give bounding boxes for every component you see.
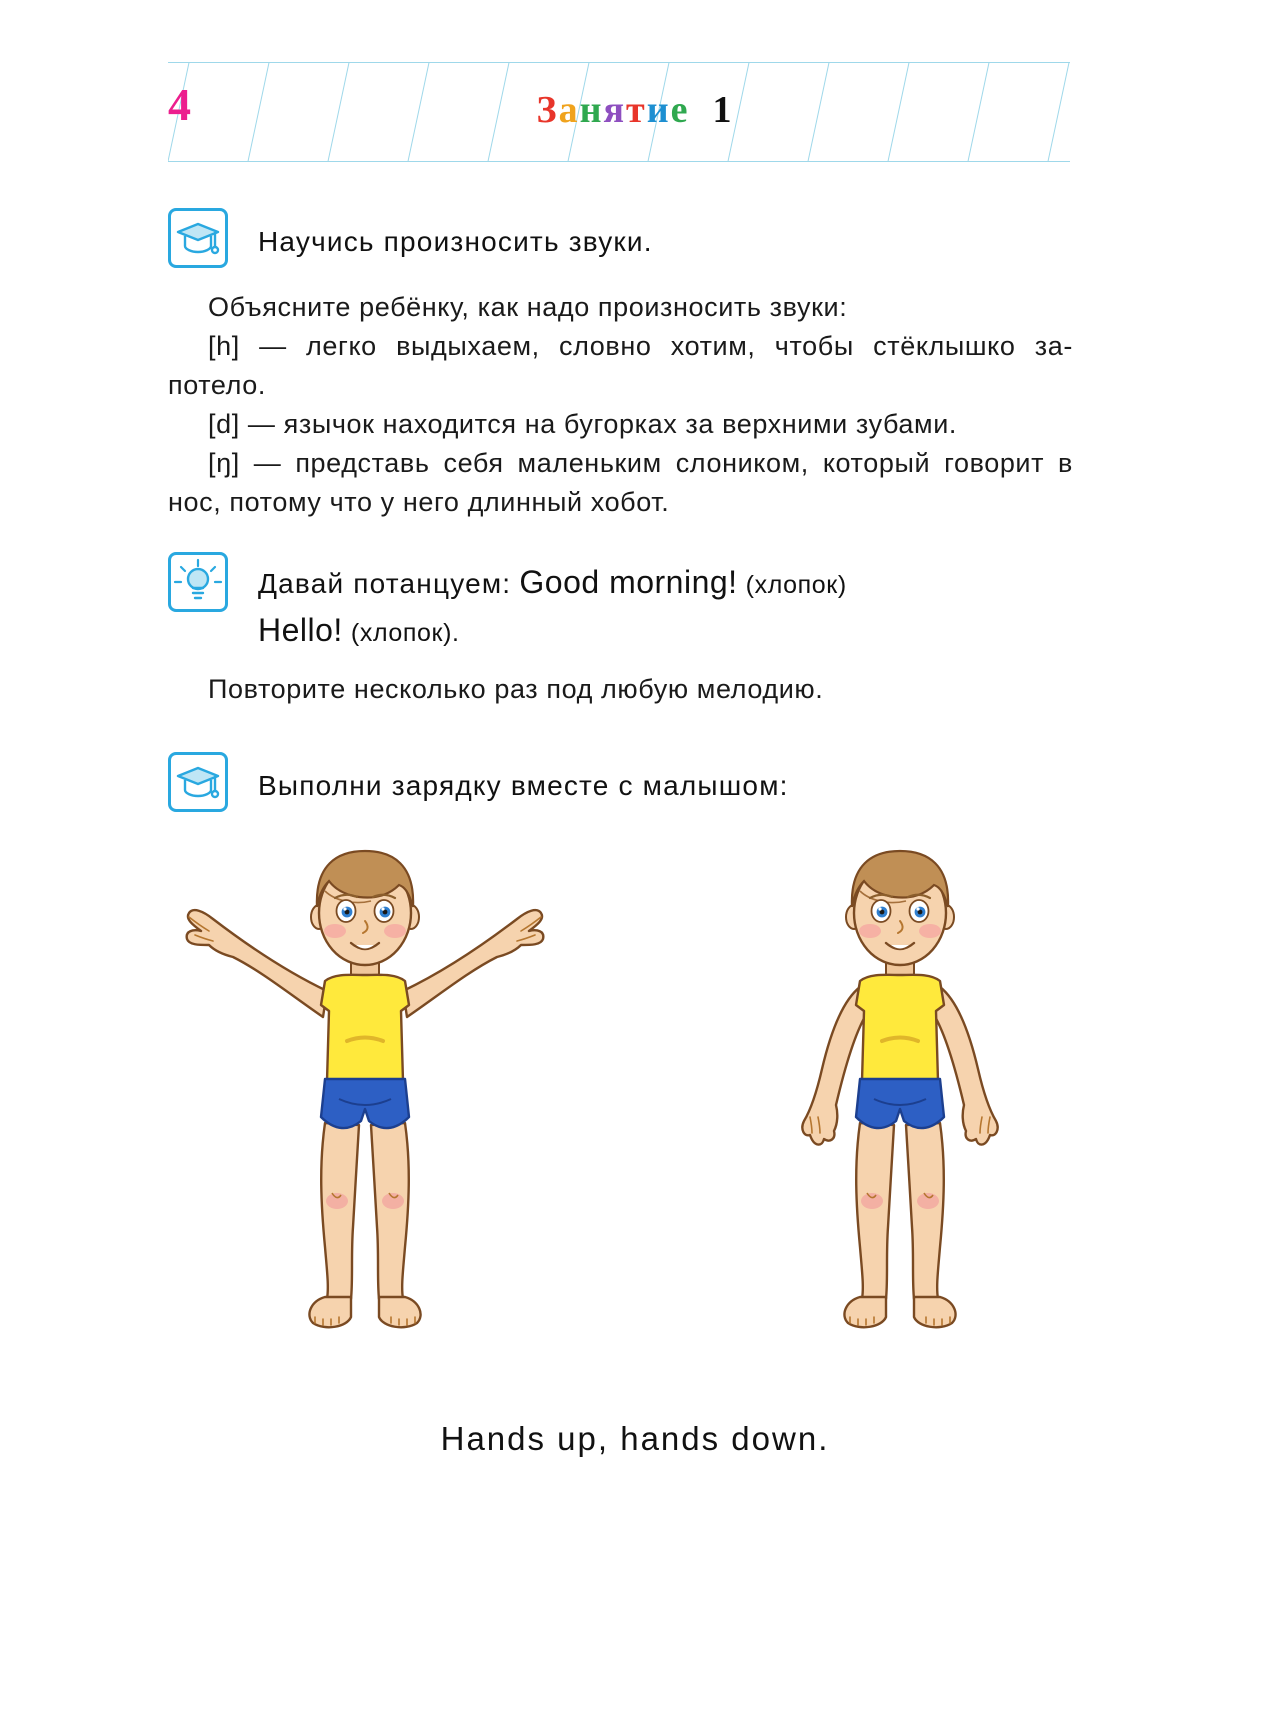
rule-line-bottom	[168, 161, 1070, 162]
paragraph-text: [ŋ] — представь себя маленьким слоником, который говорит в нос, потому что у него длинный хобот.	[168, 448, 1073, 517]
section-2-english-2: Hello!	[258, 612, 343, 648]
section-1-paragraph-2	[168, 405, 1073, 444]
title-char-7	[689, 88, 701, 132]
title-char-3: я	[603, 89, 627, 131]
section-2-heading	[258, 560, 1138, 605]
title-char-6: е	[670, 89, 690, 131]
paragraph-text: Объясните ребёнку, как надо произносить звуки:	[208, 292, 848, 322]
exercise-illustration	[0, 845, 1270, 1390]
graduation-cap-icon	[168, 752, 228, 812]
title-char-0: З	[536, 89, 559, 131]
section-2-note-2: (хлопок).	[350, 619, 460, 647]
title-char-9: 1	[712, 89, 734, 131]
section-2-note-1: (хлопок)	[745, 571, 847, 599]
title-char-1: а	[558, 89, 580, 131]
paragraph-text: [h] — легко выдыхаем, словно хотим, чтобы стёклышко за-потело.	[168, 331, 1073, 400]
section-2-paragraph	[168, 670, 1073, 709]
page-title	[0, 88, 1270, 132]
boy-arms-up	[187, 851, 544, 1327]
section-1-paragraph-0	[168, 288, 1073, 327]
paragraph-text: Повторите несколько раз под любую мелодию.	[208, 674, 824, 704]
title-char-8	[701, 88, 713, 132]
illustration-caption: Hands up, hands down.	[440, 1420, 830, 1457]
page-number: 4	[168, 79, 191, 130]
section-1-paragraph-1	[168, 327, 1073, 405]
title-char-2: н	[579, 89, 604, 131]
title-char-5: и	[646, 89, 671, 131]
section-2-heading-prefix: Давай потанцуем:	[258, 568, 512, 599]
lightbulb-icon	[168, 552, 228, 612]
section-3-heading: Выполни зарядку вместе с малышом:	[258, 770, 789, 801]
graduation-cap-icon	[168, 208, 228, 268]
section-1-heading: Научись произносить звуки.	[258, 226, 653, 257]
section-2-english-1: Good morning!	[519, 564, 738, 600]
rule-line-top	[168, 62, 1070, 63]
boy-arms-down	[802, 851, 997, 1327]
section-1-paragraph-3	[168, 444, 1073, 522]
paragraph-text: [d] — язычок находится на бугорках за верхними зубами.	[208, 409, 957, 439]
section-2-heading-line2	[258, 608, 1138, 653]
title-char-4: т	[626, 89, 647, 131]
